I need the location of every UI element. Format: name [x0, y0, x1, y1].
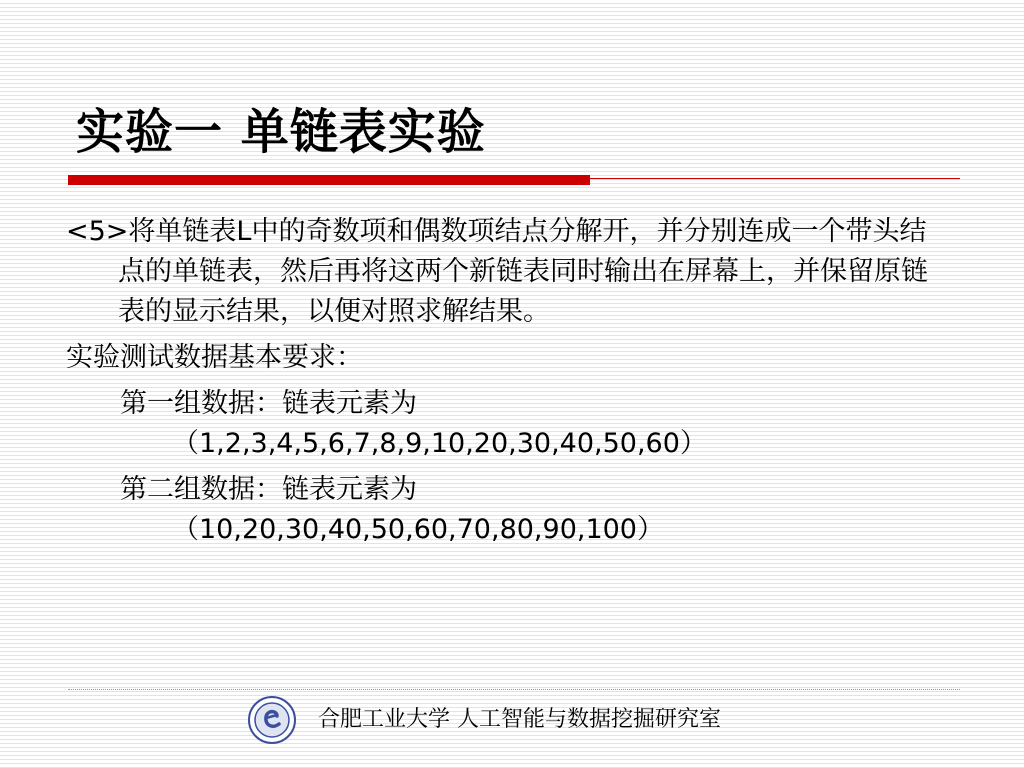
university-seal-icon	[248, 696, 296, 744]
title-underline-thick	[68, 175, 590, 185]
slide-title: 实验一 单链表实验	[76, 104, 486, 160]
footer-institution: 合肥工业大学 人工智能与数据挖掘研究室	[318, 707, 721, 732]
group-label: 第一组数据：链表元素为	[120, 388, 417, 419]
group-label: 第二组数据：链表元素为	[120, 474, 417, 505]
requirements-heading: 实验测试数据基本要求：	[66, 342, 363, 373]
group-values: （1,2,3,4,5,6,7,8,9,10,20,30,40,50,60）	[172, 428, 707, 459]
test-data-group	[120, 470, 946, 550]
title-underline-thin	[590, 178, 960, 179]
slide-content	[66, 212, 946, 550]
test-data-group	[120, 384, 946, 464]
footer-divider	[68, 689, 960, 690]
group-values: （10,20,30,40,50,60,70,80,90,100）	[172, 514, 664, 545]
experiment-description: <5>将单链表L中的奇数项和偶数项结点分解开，并分别连成一个带头结点的单链表，然后再将这两个新链表同时输出在屏幕上，并保留原链表的显示结果，以便对照求解结果。	[66, 216, 928, 327]
